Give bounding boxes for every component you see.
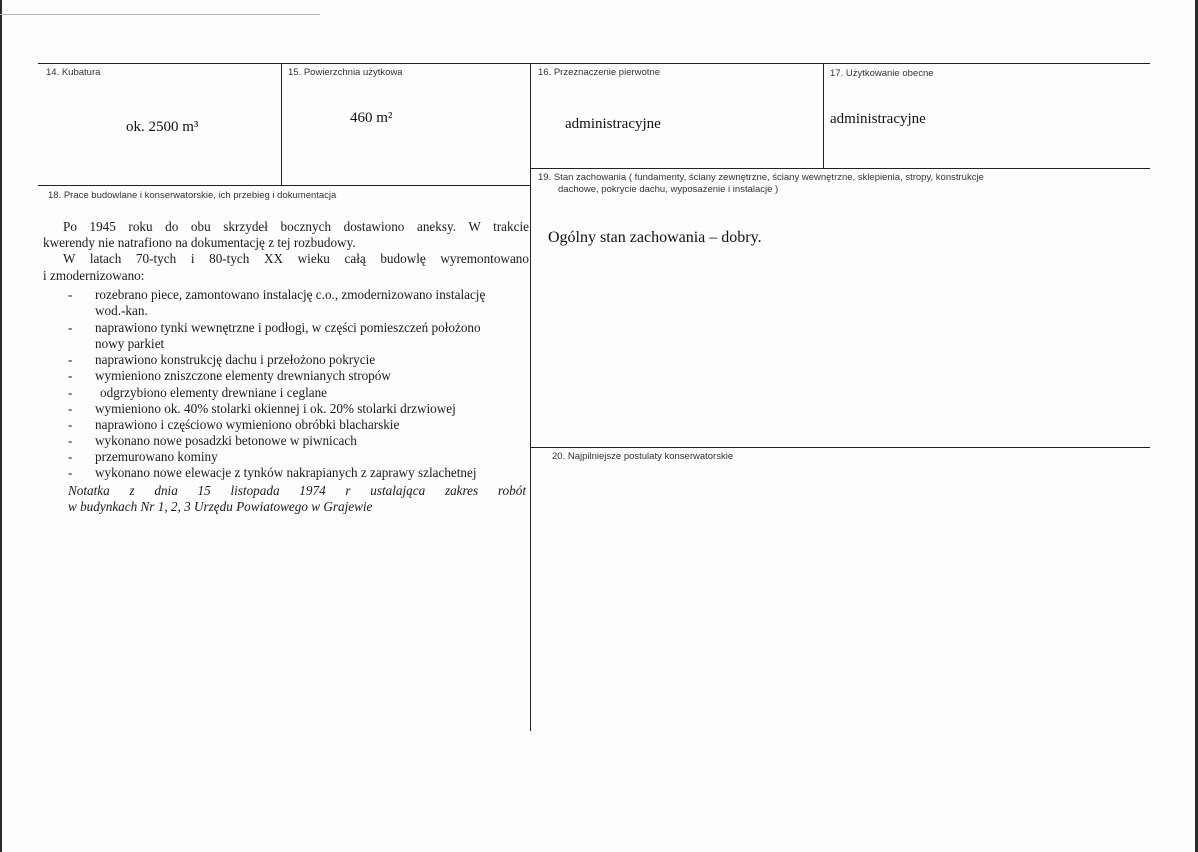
grid-top-line bbox=[38, 63, 1150, 64]
grid-v-16-17 bbox=[823, 63, 824, 169]
page-edge-left bbox=[0, 0, 2, 852]
field-19-label-line1: 19. Stan zachowania ( fundamenty, ściany zewnętrzne, ściany wewnętrzne, sklepienia, stropy, konstrukcje bbox=[538, 172, 984, 183]
grid-v-14-15 bbox=[281, 63, 282, 186]
intro-line: i zmodernizowano: bbox=[43, 267, 145, 283]
field-14-label: 14. Kubatura bbox=[46, 67, 101, 78]
field-17-label: 17. Użytkowanie obecne bbox=[830, 68, 934, 79]
field-19-value: Ogólny stan zachowania – dobry. bbox=[548, 229, 762, 246]
intro-line: W latach 70-tych i 80-tych XX wieku całą budowlę wyremontowano bbox=[63, 251, 529, 267]
note-line: w budynkach Nr 1, 2, 3 Urzędu Powiatowego w Grajewie bbox=[68, 499, 373, 515]
grid-row1-bottom-left bbox=[38, 185, 530, 186]
grid-v-15-16 bbox=[530, 63, 531, 731]
scan-artifact-line bbox=[0, 14, 320, 15]
field-15-value: 460 m² bbox=[350, 110, 393, 126]
field-16-value: administracyjne bbox=[565, 116, 661, 132]
field-14-value: ok. 2500 m³ bbox=[126, 119, 199, 135]
grid-19-20-separator bbox=[530, 447, 1150, 448]
field-20-label: 20. Najpilniejsze postulaty konserwatorskie bbox=[552, 451, 734, 462]
intro-line: Po 1945 roku do obu skrzydeł bocznych dostawiono aneksy. W trakcie bbox=[63, 219, 529, 234]
field-19-label-line2: dachowe, pokrycie dachu, wyposażenie i instalacje ) bbox=[558, 184, 779, 195]
intro-line: kwerendy nie natrafiono na dokumentację z tej rozbudowy. bbox=[43, 235, 356, 251]
field-18-source-note bbox=[68, 483, 526, 515]
list-item-continuation: wod.-kan. bbox=[95, 303, 148, 318]
field-18-label: 18. Prace budowlane i konserwatorskie, ich przebieg i dokumentacja bbox=[48, 190, 337, 201]
field-15-label: 15. Powierzchnia użytkowa bbox=[288, 67, 403, 78]
grid-row1-bottom-right bbox=[530, 168, 1150, 169]
field-18-intro bbox=[43, 219, 529, 284]
field-19-label bbox=[538, 172, 984, 196]
note-line: Notatka z dnia 15 listopada 1974 r ustalająca zakres robót bbox=[68, 483, 526, 498]
list-item-continuation: nowy parkiet bbox=[95, 336, 165, 351]
field-17-value: administracyjne bbox=[830, 111, 926, 127]
field-16-label: 16. Przeznaczenie pierwotne bbox=[538, 67, 660, 78]
